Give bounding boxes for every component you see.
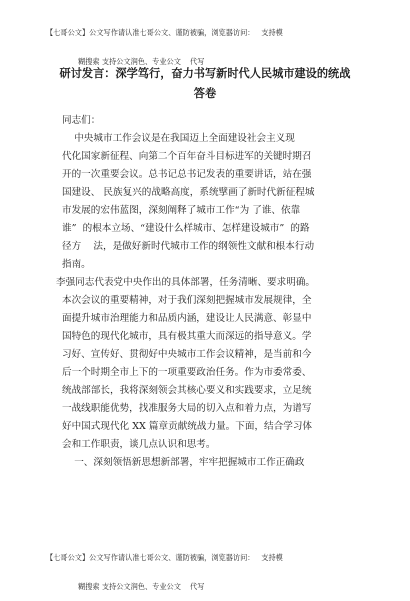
body-line: 会和工作职责，谈几点认识和思考。 — [62, 439, 216, 450]
footer-line-2: 糊搜索 支持公文润色、专业公文 代写 — [78, 581, 205, 591]
body-line: 国建设、 民族复兴的战略高度，系统擘画了新时代新征程城 — [62, 187, 315, 198]
salutation: 同志们： — [62, 115, 101, 126]
body-line: 好中国式现代化 XX 篇章贡献统战力量。下面，结合学习体 — [62, 421, 313, 432]
header-line-2: 糊搜索 支持公文润色、专业公文 代写 — [78, 56, 205, 66]
body-line: 李强同志代表党中央作出的具体部署，任务清晰、要求明确。 — [56, 277, 316, 288]
body-line: 市发展的宏伟蓝图，深刻阐释了城市工作“为 了谁、依靠 — [62, 205, 301, 216]
body-line: 统战部部长，我将深刻领会其核心要义和实践要求，立足统 — [62, 385, 312, 396]
body-line: 后一个时期全市上下的一项重要政治任务。作为市委常委、 — [62, 367, 312, 378]
body-line: 本次会议的重要精神，对于我们深刻把握城市发展规律，全 — [62, 295, 312, 306]
title-line-1: 研讨发言：深学笃行，奋力书写新时代人民城市建设的统战 — [59, 67, 351, 80]
body-line: 径方 法，是做好新时代城市工作的纲领性文献和根本行动 — [62, 241, 315, 252]
header-line-1: 【七哥公文】公文写作请认准七哥公文、谨防被骗，浏览器访问： 支持模 — [46, 28, 283, 37]
body-line: 一战线职能优势，找准服务大局的切入点和着力点，为谱写 — [62, 403, 312, 414]
page-footer-banner — [0, 534, 410, 601]
footer-line-1: 【七哥公文】公文写作请认准七哥公文、谨防被骗，浏览器访问： 支持模 — [46, 553, 283, 562]
body-line: 中央城市工作会议是在我国迈上全面建设社会主义现 — [62, 133, 295, 144]
body-line: 国特色的现代化城市，具有极其重大而深远的指导意义。学 — [62, 331, 312, 342]
section-heading-line: 一、深刻领悟新思想新部署，牢牢把握城市工作正确政 — [62, 457, 305, 468]
body-line: 开的一次重要会议。总书记总书记发表的重要讲话，站在强 — [62, 169, 312, 180]
body-line: 面提升城市治理能力和品质内涵，建设让人民满意、彰显中 — [62, 313, 312, 324]
title-line-2: 答卷 — [193, 87, 217, 100]
body-line: 习好、宣传好、贯彻好中央城市工作会议精神，是当前和今 — [62, 349, 312, 360]
document-title — [40, 64, 370, 104]
body-line: 谁” 的根本立场、“建设什么样城市、怎样建设城市” 的路 — [62, 223, 310, 234]
document-body — [56, 112, 352, 472]
body-line: 指南。 — [62, 259, 91, 270]
body-line: 代化国家新征程、向第二个百年奋斗目标进军的关键时期召 — [62, 151, 312, 162]
